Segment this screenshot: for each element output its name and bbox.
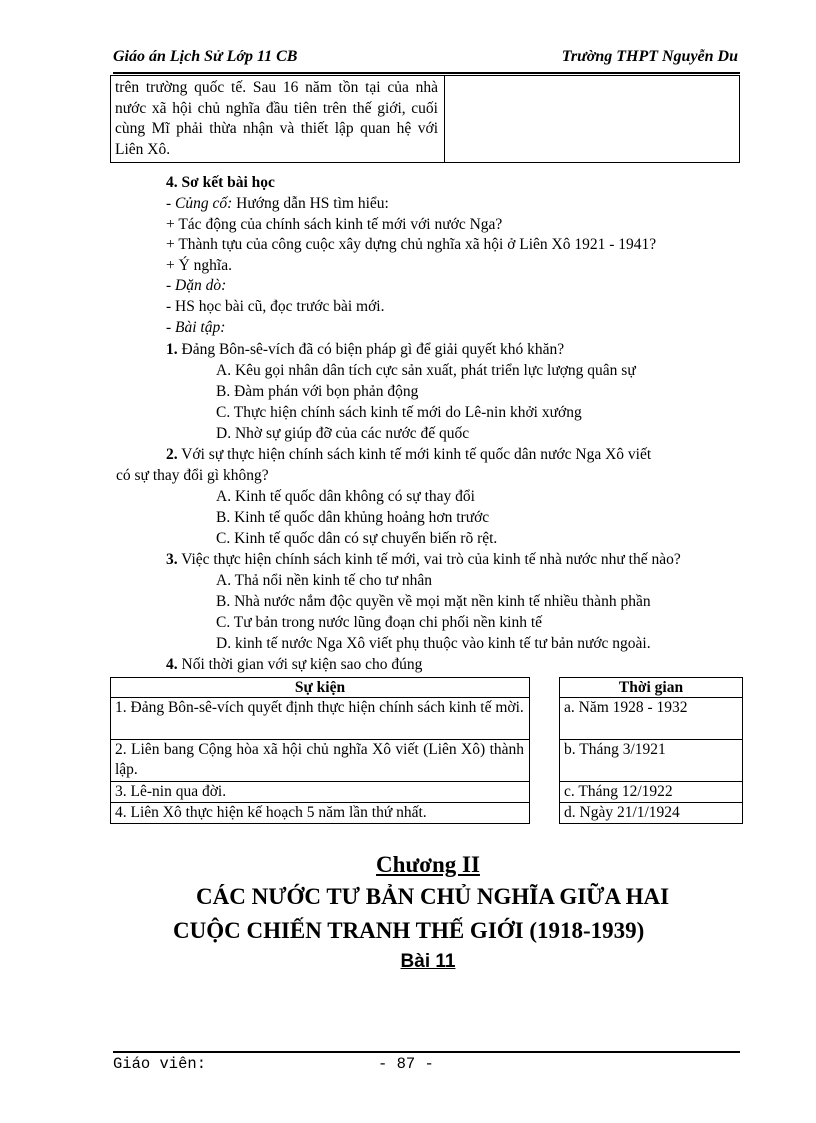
question-4 bbox=[166, 655, 422, 675]
question-text-cont: có sự thay đổi gì không? bbox=[116, 467, 269, 484]
summary-point: + Ý nghĩa. bbox=[166, 257, 232, 274]
consolidate-label: - Củng cố: bbox=[166, 195, 233, 212]
homework-text: - HS học bài cũ, đọc trước bài mới. bbox=[166, 298, 385, 315]
exercise-label: - Bài tập: bbox=[166, 319, 226, 336]
question-1 bbox=[166, 340, 564, 360]
time-row: a. Năm 1928 - 1932 bbox=[560, 698, 743, 740]
continuation-right-cell bbox=[445, 76, 740, 163]
header-subject: Giáo án Lịch Sử Lớp 11 CB bbox=[113, 48, 298, 65]
answer-option: B. Kinh tế quốc dân khủng hoảng hơn trước bbox=[216, 509, 490, 526]
question-number: 2. bbox=[166, 446, 178, 463]
header-school: Trường THPT Nguyễn Du bbox=[561, 48, 738, 65]
answer-option: C. Thực hiện chính sách kinh tế mới do Lê-nin khởi xướng bbox=[216, 404, 582, 421]
summary-point: + Thành tựu của công cuộc xây dựng chủ nghĩa xã hội ở Liên Xô 1921 - 1941? bbox=[166, 236, 657, 253]
time-row: c. Tháng 12/1922 bbox=[560, 782, 743, 803]
answer-option: D. kinh tế nước Nga Xô viết phụ thuộc vào kinh tế tư bản nước ngoài. bbox=[216, 635, 651, 652]
answer-option: B. Nhà nước nắm độc quyền về mọi mặt nền kinh tế nhiều thành phần bbox=[216, 593, 651, 610]
header-rule bbox=[113, 72, 740, 74]
answer-option: C. Tư bản trong nước lũng đoạn chi phối nền kinh tế bbox=[216, 614, 543, 631]
time-row: d. Ngày 21/1/1924 bbox=[560, 803, 743, 824]
times-table bbox=[559, 677, 743, 824]
question-number: 3. bbox=[166, 551, 178, 568]
answer-option: C. Kinh tế quốc dân có sự chuyển biến rõ rệt. bbox=[216, 530, 498, 547]
chapter-title-line2: CUỘC CHIẾN TRANH THẾ GIỚI (1918-1939) bbox=[173, 918, 645, 943]
chapter-title-line1: CÁC NƯỚC TƯ BẢN CHỦ NGHĨA GIỮA HAI bbox=[196, 884, 670, 909]
question-text: Với sự thực hiện chính sách kinh tế mới kinh tế quốc dân nước Nga Xô viết bbox=[177, 446, 652, 463]
question-2 bbox=[166, 445, 651, 465]
question-number: 1. bbox=[166, 341, 178, 358]
continuation-left-cell bbox=[111, 76, 445, 163]
footer-rule bbox=[113, 1051, 740, 1053]
time-row: b. Tháng 3/1921 bbox=[560, 740, 743, 782]
summary-point: + Tác động của chính sách kinh tế mới với nước Nga? bbox=[166, 216, 503, 233]
events-header: Sự kiện bbox=[111, 678, 530, 698]
answer-option: D. Nhờ sự giúp đỡ của các nước đế quốc bbox=[216, 425, 470, 442]
footer-teacher: Giáo viên: bbox=[113, 1055, 207, 1073]
event-row: 4. Liên Xô thực hiện kế hoạch 5 năm lần thứ nhất. bbox=[111, 803, 530, 824]
chapter-label: Chương II bbox=[376, 852, 480, 877]
answer-option: A. Kêu gọi nhân dân tích cực sản xuất, phát triển lực lượng quân sự bbox=[216, 362, 636, 379]
question-text: Nối thời gian với sự kiện sao cho đúng bbox=[177, 656, 423, 673]
continuation-text: trên trường quốc tế. Sau 16 năm tồn tại của nhà nước xã hội chủ nghĩa đầu tiên trên thế giới, cuối cùng Mĩ phải thừa nhận và thiết lập quan hệ với Liên Xô. bbox=[115, 79, 438, 158]
page-number: - 87 - bbox=[378, 1055, 434, 1073]
event-row: 2. Liên bang Cộng hòa xã hội chủ nghĩa Xô viết (Liên Xô) thành lập. bbox=[111, 740, 530, 782]
lesson-title: Bài 11 bbox=[400, 951, 456, 972]
answer-option: A. Kinh tế quốc dân không có sự thay đổi bbox=[216, 488, 475, 505]
consolidate-line bbox=[166, 194, 389, 214]
events-table bbox=[110, 677, 530, 824]
event-row: 1. Đảng Bôn-sê-vích quyết định thực hiện chính sách kinh tế mời. bbox=[111, 698, 530, 740]
homework-label: - Dặn dò: bbox=[166, 277, 227, 294]
question-3 bbox=[166, 550, 681, 570]
times-header: Thời gian bbox=[560, 678, 743, 698]
question-number: 4. bbox=[166, 656, 178, 673]
question-text: Việc thực hiện chính sách kinh tế mới, vai trò của kinh tế nhà nước như thế nào? bbox=[177, 551, 681, 568]
answer-option: A. Thả nổi nền kinh tế cho tư nhân bbox=[216, 572, 433, 589]
answer-option: B. Đàm phán với bọn phản động bbox=[216, 383, 419, 400]
consolidate-text: Hướng dẫn HS tìm hiểu: bbox=[232, 195, 389, 212]
question-text: Đảng Bôn-sê-vích đã có biện pháp gì để giải quyết khó khăn? bbox=[177, 341, 565, 358]
continuation-table bbox=[110, 75, 740, 163]
summary-heading: 4. Sơ kết bài học bbox=[166, 174, 275, 191]
event-row: 3. Lê-nin qua đời. bbox=[111, 782, 530, 803]
